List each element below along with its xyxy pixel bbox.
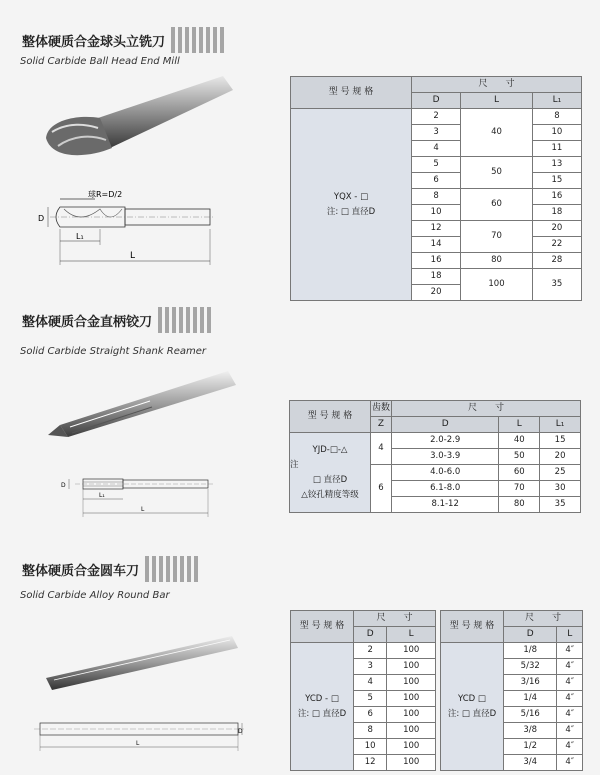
cell-d: 5: [354, 691, 387, 707]
cell-l1: 20: [532, 221, 581, 237]
model-note: 注: □ 直径D: [297, 708, 347, 719]
dim-l1-label: L₁: [76, 232, 84, 241]
model-note-line2: △铰孔精度等级: [301, 489, 359, 500]
cell-l1: 16: [532, 189, 581, 205]
cell-l: 50: [499, 449, 540, 465]
cell-l: 100: [461, 269, 533, 301]
dim-l-label: L: [141, 506, 145, 513]
cell-l: 80: [461, 253, 533, 269]
column-header: D: [412, 93, 461, 109]
cell-d: 1/4: [504, 691, 557, 707]
cell-l: 4″: [557, 659, 583, 675]
column-header: D: [354, 627, 387, 643]
cell-l1: 30: [540, 481, 581, 497]
table-row: [291, 643, 436, 659]
cell-teeth: 6: [371, 465, 392, 513]
cell-d: 6: [354, 707, 387, 723]
ball-end-mill-spec-table: [290, 76, 582, 301]
cell-d: 3: [412, 125, 461, 141]
cell-l: 4″: [557, 675, 583, 691]
cell-d: 3/4: [504, 755, 557, 771]
section-title-en: Solid Carbide Ball Head End Mill: [20, 56, 180, 67]
dim-l-label: L: [136, 740, 140, 747]
cell-d: 2: [412, 109, 461, 125]
cell-d: 20: [412, 285, 461, 301]
round-bar-inch-table: [440, 610, 583, 771]
cell-l: 100: [387, 675, 436, 691]
title-stripes: [145, 556, 198, 582]
cell-l1: 35: [540, 497, 581, 513]
table-row: [441, 611, 583, 627]
cell-d: 10: [412, 205, 461, 221]
cell-d: 18: [412, 269, 461, 285]
model-cell: [291, 643, 354, 771]
table-row: [291, 77, 582, 93]
cell-l: 4″: [557, 691, 583, 707]
teeth-header-z: Z: [371, 417, 392, 433]
cell-d: 4: [354, 675, 387, 691]
section-title-en: Solid Carbide Alloy Round Bar: [20, 590, 170, 601]
cell-l: 50: [461, 157, 533, 189]
cell-d: 3.0-3.9: [392, 449, 499, 465]
cell-l: 40: [461, 109, 533, 157]
table-row: [290, 401, 581, 417]
title-stripes: [171, 27, 224, 53]
title-stripes: [158, 307, 211, 333]
cell-l: 4″: [557, 707, 583, 723]
cell-l: 100: [387, 659, 436, 675]
cell-l1: 8: [532, 109, 581, 125]
cell-d: 14: [412, 237, 461, 253]
cell-d: 4.0-6.0: [392, 465, 499, 481]
cell-l1: 20: [540, 449, 581, 465]
model-note-line1: □ 直径D: [312, 474, 348, 485]
column-header: L₁: [540, 417, 581, 433]
dim-l1-label: L₁: [99, 492, 105, 499]
cell-l: 4″: [557, 755, 583, 771]
cell-l: 100: [387, 707, 436, 723]
model-cell: [441, 643, 504, 771]
cell-l1: 22: [532, 237, 581, 253]
dim-header: 尺 寸: [392, 401, 581, 417]
round-bar-drawing: [30, 715, 255, 765]
cell-l: 100: [387, 643, 436, 659]
cell-l1: 35: [532, 269, 581, 301]
model-header: 型 号 规 格: [291, 77, 412, 109]
cell-d: 5/16: [504, 707, 557, 723]
cell-l: 4″: [557, 723, 583, 739]
model-code: YCD □: [458, 693, 486, 704]
cell-l: 100: [387, 739, 436, 755]
dim-header: 尺 寸: [412, 77, 582, 93]
column-header: D: [504, 627, 557, 643]
column-header: D: [392, 417, 499, 433]
cell-d: 3: [354, 659, 387, 675]
column-header: L₁: [532, 93, 581, 109]
section-title-round-bar: [18, 555, 198, 583]
cell-d: 10: [354, 739, 387, 755]
section-title-zh: 整体硬质合金球头立铣刀: [22, 34, 166, 50]
table-row: [291, 611, 436, 627]
cell-d: 8: [412, 189, 461, 205]
reamer-spec-table: [289, 400, 581, 513]
cell-l1: 18: [532, 205, 581, 221]
dim-l-label: L: [130, 251, 136, 261]
cell-d: 8: [354, 723, 387, 739]
cell-l: 70: [499, 481, 540, 497]
model-cell: [291, 109, 412, 301]
teeth-header: 齿数: [371, 401, 392, 417]
cell-d: 12: [412, 221, 461, 237]
cell-l1: 11: [532, 141, 581, 157]
column-header: L: [387, 627, 436, 643]
column-header: L: [499, 417, 540, 433]
cell-l: 100: [387, 755, 436, 771]
model-header: 型 号 规 格: [291, 611, 354, 643]
table-row: [291, 109, 582, 125]
ball-end-mill-drawing: [30, 185, 220, 275]
dim-d-label: D: [238, 728, 243, 735]
dim-header: 尺 寸: [504, 611, 583, 627]
cell-d: 8.1-12: [392, 497, 499, 513]
model-header: 型 号 规 格: [441, 611, 504, 643]
cell-d: 3/16: [504, 675, 557, 691]
section-title-reamer: [18, 306, 211, 334]
section-title-zh: 整体硬质合金直柄铰刀: [22, 314, 153, 330]
cell-d: 5: [412, 157, 461, 173]
section-title-ball-end-mill: [18, 26, 224, 54]
table-row: [290, 433, 581, 449]
model-code: YQX - □: [333, 191, 369, 202]
cell-d: 5/32: [504, 659, 557, 675]
section-title-en: Solid Carbide Straight Shank Reamer: [20, 346, 207, 357]
column-header: L: [461, 93, 533, 109]
cell-l: 100: [387, 723, 436, 739]
model-note-label: 注: [290, 459, 299, 470]
model-code: YJD-□-△: [312, 444, 348, 455]
model-code: YCD - □: [305, 693, 339, 704]
dim-d-label: D: [38, 214, 45, 223]
dim-header: 尺 寸: [354, 611, 436, 627]
model-note: 注: □ 直径D: [447, 708, 497, 719]
cell-l: 40: [499, 433, 540, 449]
round-bar-photo: [40, 630, 240, 690]
cell-d: 1/8: [504, 643, 557, 659]
round-bar-metric-table: [290, 610, 436, 771]
cell-d: 12: [354, 755, 387, 771]
table-row: [441, 643, 583, 659]
cell-l: 60: [461, 189, 533, 221]
model-cell: [290, 433, 371, 513]
cell-d: 16: [412, 253, 461, 269]
column-header: L: [557, 627, 583, 643]
cell-l: 80: [499, 497, 540, 513]
cell-l1: 15: [540, 433, 581, 449]
cell-l1: 25: [540, 465, 581, 481]
cell-teeth: 4: [371, 433, 392, 465]
cell-d: 1/2: [504, 739, 557, 755]
cell-d: 2: [354, 643, 387, 659]
ball-radius-label: 球R=D/2: [88, 190, 123, 199]
dim-d-label: D: [61, 482, 66, 489]
cell-l: 4″: [557, 643, 583, 659]
cell-d: 6.1-8.0: [392, 481, 499, 497]
model-note: 注: □ 直径D: [326, 206, 376, 217]
cell-d: 6: [412, 173, 461, 189]
cell-l: 70: [461, 221, 533, 253]
cell-l: 100: [387, 691, 436, 707]
cell-d: 4: [412, 141, 461, 157]
reamer-drawing: [55, 465, 220, 525]
section-title-zh: 整体硬质合金圆车刀: [22, 563, 140, 579]
cell-l: 4″: [557, 739, 583, 755]
cell-l1: 10: [532, 125, 581, 141]
cell-l1: 28: [532, 253, 581, 269]
reamer-photo: [40, 365, 240, 440]
cell-d: 3/8: [504, 723, 557, 739]
cell-l: 60: [499, 465, 540, 481]
model-header: 型 号 规 格: [290, 401, 371, 433]
ball-end-mill-photo: [38, 70, 238, 170]
cell-l1: 15: [532, 173, 581, 189]
cell-d: 2.0-2.9: [392, 433, 499, 449]
cell-l1: 13: [532, 157, 581, 173]
